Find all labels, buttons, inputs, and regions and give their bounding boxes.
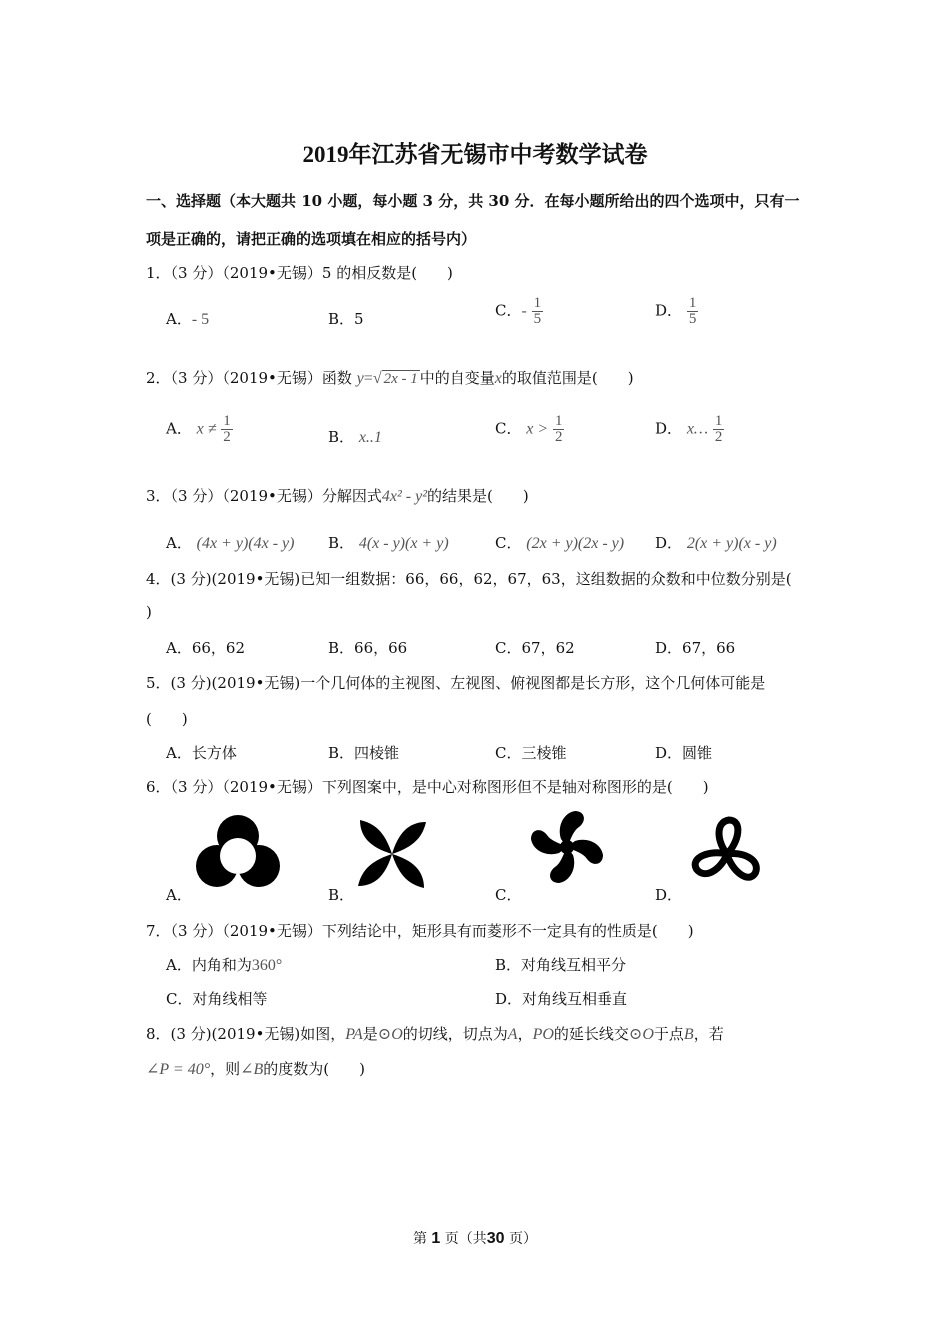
q6-option-a: A． (166, 886, 192, 904)
q2-option-a: A． x ≠ $\frac{1}{2}$ (166, 413, 231, 445)
question-5-stem-cont: ( ) (146, 710, 188, 728)
q2-option-c: C． x > $\frac{1}{2}$ (495, 413, 563, 445)
q4-option-c: C．67，62 (495, 639, 575, 657)
q7-option-b: B．对角线互相平分 (495, 956, 627, 974)
figure-d-three-loops (684, 812, 770, 888)
q1-option-d: D． $\frac{1}{5}$ (655, 295, 697, 327)
q7-option-c: C．对角线相等 (166, 990, 268, 1008)
question-4-stem: 4．(3 分)(2019•无锡)已知一组数据：66，66，62，67，63，这组数据的众数和中位数分别是( (146, 570, 792, 588)
q4-option-d: D．67，66 (655, 639, 736, 657)
page-number: 1 (431, 1230, 441, 1247)
q6-option-c: C． (495, 886, 522, 904)
q3-option-d: D． 2(x + y)(x - y) (655, 534, 777, 552)
q5-option-a: A．长方体 (166, 744, 237, 762)
q1-option-c: C．- $\frac{1}{5}$ (495, 295, 542, 327)
q3-option-a: A． (4x + y)(4x - y) (166, 534, 295, 552)
q3-option-b: B． 4(x - y)(x + y) (328, 534, 449, 552)
fraction: $\frac{1}{5}$ (533, 295, 542, 327)
figure-a-three-circles (196, 814, 280, 890)
page-total: 30 (486, 1230, 505, 1247)
q1-option-b: B．5 (328, 310, 364, 328)
question-7-stem: 7．（3 分）（2019•无锡）下列结论中，矩形具有而菱形不一定具有的性质是( ) (146, 922, 694, 940)
q4-option-b: B．66，66 (328, 639, 408, 657)
q2-option-b: B． x..1 (328, 428, 382, 446)
q5-option-d: D．圆锥 (655, 744, 713, 762)
question-8-stem: 8．(3 分)(2019•无锡)如图，PA是⊙O的切线，切点为A，PO的延长线交⊙O于点B，若 (146, 1025, 724, 1043)
question-3-stem: 3．（3 分）（2019•无锡）分解因式4x² - y²的结果是( ) (146, 487, 529, 505)
question-6-stem: 6．（3 分）（2019•无锡）下列图案中，是中心对称图形但不是轴对称图形的是( ) (146, 778, 709, 796)
q1-option-a: A．- 5 (166, 310, 210, 328)
q7-option-d: D．对角线互相垂直 (495, 990, 628, 1008)
section-heading-line2: 项是正确的，请把正确的选项填在相应的括号内） (146, 230, 477, 248)
question-5-stem: 5．(3 分)(2019•无锡)一个几何体的主视图、左视图、俯视图都是长方形，这个几何体可能是 (146, 674, 766, 692)
figure-c-pinwheel (526, 806, 608, 888)
q4-option-a: A．66，62 (166, 639, 246, 657)
page-title: 2019年江苏省无锡市中考数学试卷 (302, 142, 648, 167)
q5-option-c: C．三棱锥 (495, 744, 567, 762)
figure-b-four-petals (356, 818, 428, 890)
section-heading-line1: 一、选择题（本大题共 10 小题，每小题 3 分，共 30 分．在每小题所给出的四个选项中，只有一 (146, 192, 800, 210)
q3-option-c: C． (2x + y)(2x - y) (495, 534, 625, 552)
q6-option-b: B． (328, 886, 355, 904)
page-footer: 第 1 页（共30 页） (412, 1230, 538, 1247)
q7-option-a: A．内角和为360° (166, 956, 283, 974)
question-2-stem: 2．（3 分）（2019•无锡）函数 y=√ 2x - 1 中的自变量x的取值范围是( ) (146, 369, 634, 387)
question-1-stem: 1．（3 分）（2019•无锡）5 的相反数是( ) (146, 264, 453, 282)
radicand: 2x - 1 (383, 371, 418, 387)
q5-option-b: B．四棱锥 (328, 744, 400, 762)
q2-option-d: D． x… $\frac{1}{2}$ (655, 413, 723, 445)
question-8-stem-cont: ∠P = 40°，则∠B的度数为( ) (146, 1060, 366, 1078)
fraction: $\frac{1}{5}$ (688, 295, 697, 327)
q6-option-d: D． (655, 886, 683, 904)
question-4-stem-cont: ) (146, 603, 152, 621)
